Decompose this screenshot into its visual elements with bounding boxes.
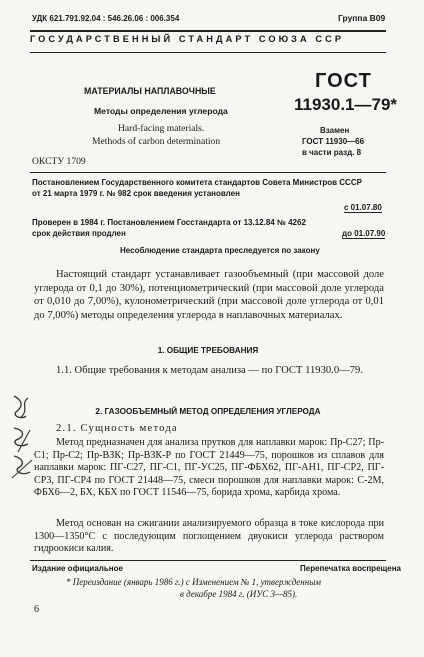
section-1-paragraph: 1.1. Общие требования к методам анализа — по ГОСТ 11930.0—79. [56,365,363,376]
group-code: Группа В09 [338,13,386,23]
subsection-2-1-paragraph-2: Метод основан на сжигании анализируемого образца в токе кислорода при 1300—1350°С с последующим поглощением двуокиси углерода раствором гидроокиси калия. [34,518,384,555]
official-edition: Издание официальное [32,564,123,573]
title-en-1: Hard-facing materials. [118,123,205,134]
section-2-title: 2. ГАЗООБЪЕМНЫЙ МЕТОД ОПРЕДЕЛЕНИЯ УГЛЕРОДА [95,407,321,416]
page-number: 6 [34,604,39,615]
reissue-note-1: * Переиздание (январь 1986 г.) с Изменением № 1, утвержденным [66,577,322,587]
subsection-2-1-paragraph-1: Метод предназначен для анализа прутков для наплавки марок: Пр-С27; Пр-С1; Пр-С2; Пр-ВЗК; Пр-ВЗК-Р по ГОСТ 21449—75, порошков из сплавов для наплавки марок: ПГ-С27, ПГ-С1, ПГ-УС25, ПГ-ФБХ62, ПГ-АН1, ПГ-СР2, ПГ-СР3, ПГ-СР4 по ГОСТ 21448—75, смеси порошков для наплавки марок: С-2М, ФБХ6—2, БХ, КБХ по ГОСТ 11546—75, борида хрома, карбида хрома. [34,437,384,499]
gost-number: 11930.1—79* [294,95,398,114]
extended-date: до 01.07.90 [342,229,386,238]
reprint-prohibited: Перепечатка воспрещена [300,564,401,573]
decree-line-1: Постановлением Государственного комитета стандартов Совета Министров СССР [32,178,362,187]
section-1-title: 1. ОБЩИЕ ТРЕБОВАНИЯ [157,346,259,355]
replaced-gost: ГОСТ 11930—66 [302,137,365,146]
effective-date: с 01.07.80 [344,203,382,212]
udk-code: УДК 621.791.92.04 : 546.26.06 : 006.354 [32,14,180,23]
okstu-code: ОКСТУ 1709 [32,156,86,167]
replaced-part: в части разд. 8 [302,148,362,157]
intro-paragraph: Настоящий стандарт устанавливает газообъемный (при массовой доле углерода от 0,1 до 30%), потенциометрический (при массовой доле углерода от 0,010 до 7,00%), кулонометрический (при массовой доле углерода от 0,01 до 7,00%) методы определения углерода в наплавочных материалах. [34,269,384,321]
legal-notice: Несоблюдение стандарта преследуется по закону [120,246,320,255]
decree-line-3: Проверен в 1984 г. Постановлением Госстандарта от 13.12.84 № 4262 [32,218,306,227]
replace-label: Взамен [320,126,350,135]
subsection-2-1-title: 2.1. Сущность метода [56,423,178,434]
reissue-note-2: в декабре 1984 г. (ИУС 3—85). [180,589,298,599]
handwritten-stamp [8,390,36,482]
top-divider [30,30,386,32]
standard-banner: ГОСУДАРСТВЕННЫЙ СТАНДАРТ СОЮЗА ССР [30,34,345,44]
decree-line-4: срок действия продлен [32,229,126,238]
subtitle-ru: Методы определения углерода [94,106,228,116]
banner-divider [30,52,386,53]
decree-line-2: от 21 марта 1979 г. № 982 срок введения установлен [32,189,240,198]
title-divider [30,172,386,173]
title-en-2: Methods of carbon determination [92,136,221,147]
footer-divider [30,560,386,561]
gost-label: ГОСТ [315,70,372,92]
title-ru: МАТЕРИАЛЫ НАПЛАВОЧНЫЕ [84,86,216,96]
